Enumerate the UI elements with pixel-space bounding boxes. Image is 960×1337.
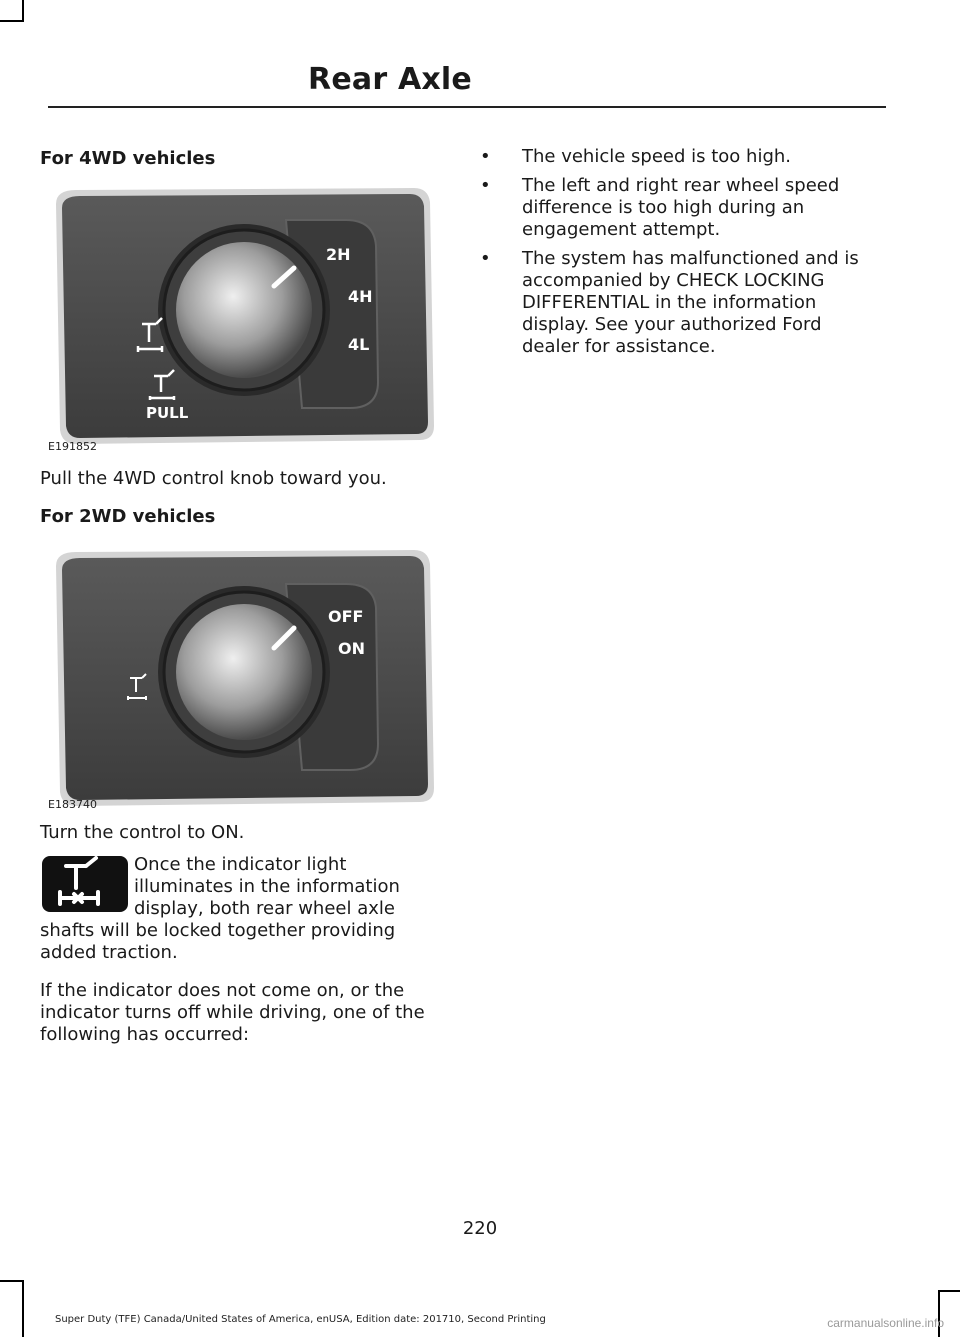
- list-item: • The left and right rear wheel speed difference is too high during an engagement attempt.: [480, 175, 840, 240]
- para-turn: Turn the control to ON.: [40, 822, 245, 843]
- fig2-label-off: OFF: [328, 607, 364, 626]
- page-title: Rear Axle: [308, 62, 472, 97]
- crop-mark: [0, 1280, 22, 1282]
- fig1-label-4l: 4L: [348, 335, 370, 354]
- edition-text: Super Duty (TFE) Canada/United States of America, enUSA, Edition date: 201710, Second Printing: [55, 1314, 546, 1325]
- watermark: carmanualsonline.info: [827, 1316, 944, 1330]
- figure-4wd-control: [46, 186, 432, 456]
- header-rule: [48, 106, 886, 108]
- 4wd-control-illustration: [46, 186, 436, 448]
- fig2-label-on: ON: [338, 639, 365, 658]
- para-indicator: Once the indicator light illuminates in the information display, both rear wheel axle shafts will be locked together providing added traction.: [40, 854, 400, 963]
- crop-mark: [22, 1280, 24, 1337]
- condition-list: [480, 146, 880, 365]
- fig1-label-pull: PULL: [146, 404, 189, 422]
- page-number: 220: [462, 1218, 498, 1239]
- heading-2wd: For 2WD vehicles: [40, 506, 216, 527]
- figure-code: E191852: [48, 440, 97, 453]
- figure-2wd-control: [46, 548, 432, 818]
- 2wd-control-illustration: [46, 548, 436, 810]
- para-if: If the indicator does not come on, or the indicator turns off while driving, one of the following has occurred:: [40, 980, 425, 1045]
- crop-mark: [22, 0, 24, 22]
- figure-code: E183740: [48, 798, 97, 811]
- para-pull: Pull the 4WD control knob toward you.: [40, 468, 387, 489]
- fig1-label-2h: 2H: [326, 245, 351, 264]
- crop-mark: [938, 1290, 960, 1292]
- list-item: • The system has malfunctioned and is accompanied by CHECK LOCKING DIFFERENTIAL in the information display. See your authorized Ford dealer for assistance.: [480, 248, 859, 357]
- crop-mark: [0, 20, 22, 22]
- fig1-label-4h: 4H: [348, 287, 373, 306]
- heading-4wd: For 4WD vehicles: [40, 148, 216, 169]
- list-item: • The vehicle speed is too high.: [480, 146, 791, 167]
